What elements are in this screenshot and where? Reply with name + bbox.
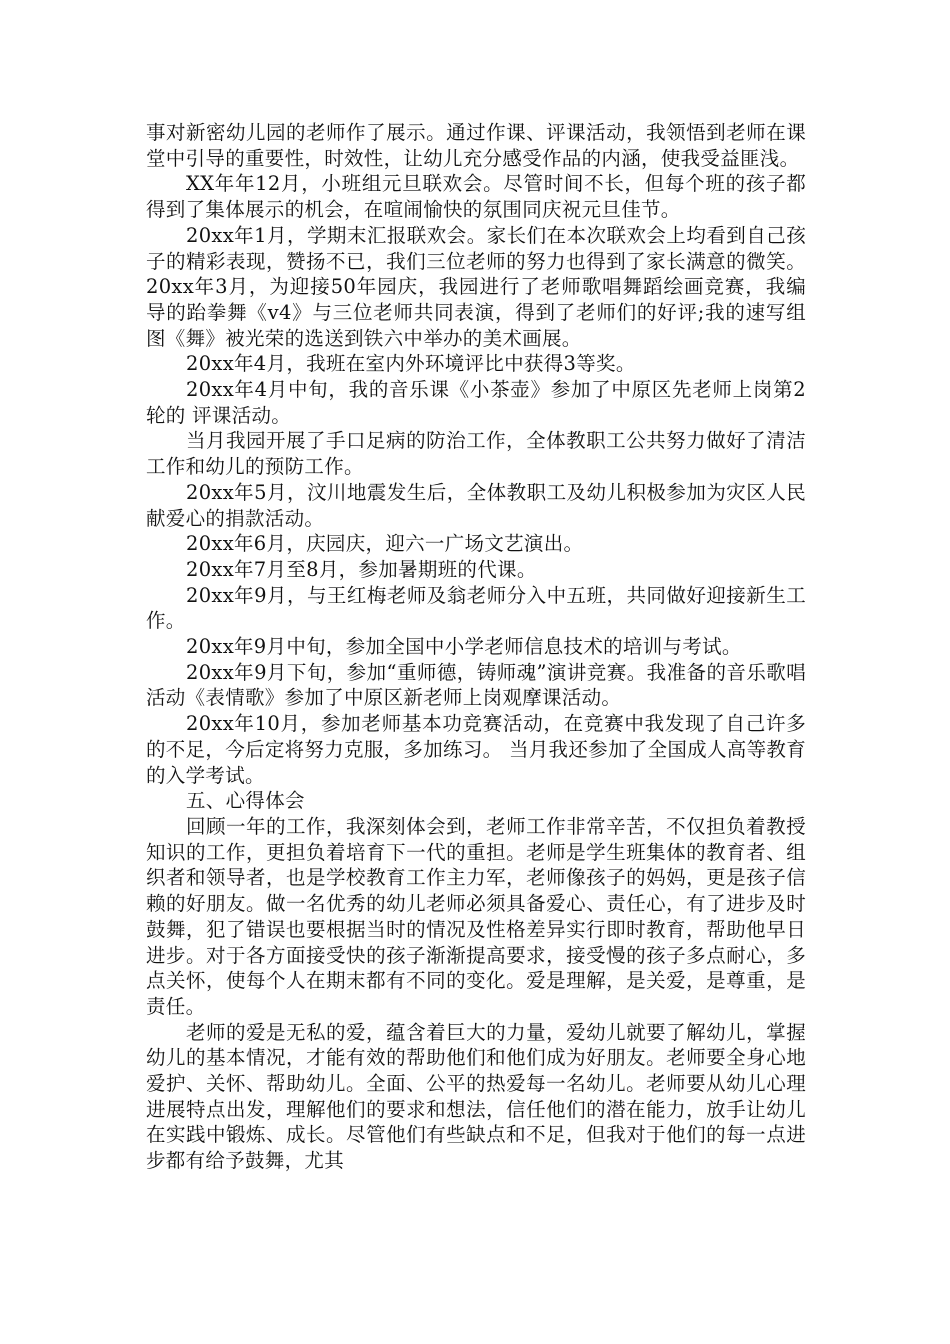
paragraph: 20xx年9月下旬，参加“重师德，铸师魂”演讲竞赛。我准备的音乐歌唱活动《表情歌》参加了中原区新老师上岗观摩课活动。 [146,660,806,710]
section-heading: 五、心得体会 [186,789,305,813]
paragraph: XX年年12月，小班组元旦联欢会。尽管时间不长，但每个班的孩子都得到了集体展示的机会，在喧闹愉快的氛围同庆祝元旦佳节。 [146,172,806,222]
document-page [146,120,806,1174]
paragraph: 20xx年4月，我班在室内外环境评比中获得3等奖。 [186,352,636,376]
paragraph: 20xx年4月中旬，我的音乐课《小茶壶》参加了中原区先老师上岗第2轮的 评课活动。 [146,378,806,427]
paragraph: 20xx年9月中旬，参加全国中小学老师信息技术的培训与考试。 [186,635,742,659]
paragraph: 回顾一年的工作，我深刻体会到，老师工作非常辛苦，不仅担负着教授知识的工作，更担负着培育下一代的重担。老师是学生班集体的教育者、组织者和领导者，也是学校教育工作主力军，老师像孩子的妈妈，更是孩子信赖的好朋友。做一名优秀的幼儿老师必须具备爱心、责任心，有了进步及时鼓舞，犯了错误也要根据当时的情况及性格差异实行即时教育，帮助他早日进步。对于各方面接受快的孩子渐渐提高要求，接受慢的孩子多点耐心，多点关怀，使每个人在期末都有不同的变化。爱是理解，是关爱，是尊重，是责任。 [146,814,806,1018]
paragraph: 老师的爱是无私的爱，蕴含着巨大的力量，爱幼儿就要了解幼儿，掌握幼儿的基本情况，才能有效的帮助他们和他们成为好朋友。老师要全身心地爱护、关怀、帮助幼儿。全面、公平的热爱每一名幼儿。老师要从幼儿心理进展特点出发，理解他们的要求和想法，信任他们的潜在能力，放手让幼儿在实践中锻炼、成长。尽管他们有些缺点和不足，但我对于他们的每一点进步都有给予鼓舞，尤其 [146,1020,806,1173]
paragraph: 事对新密幼儿园的老师作了展示。通过作课、评课活动，我领悟到老师在课堂中引导的重要性，时效性，让幼儿充分感受作品的内涵，使我受益匪浅。 [146,121,806,170]
paragraph: 20xx年7月至8月，参加暑期班的代课。 [186,557,537,581]
paragraph: 20xx年1月，学期末汇报联欢会。家长们在本次联欢会上均看到自己孩子的精彩表现，赞扬不已，我们三位老师的努力也得到了家长满意的微笑。20xx年3月，为迎接50年园庆，我园进行了老师歌唱舞蹈绘画竞赛，我编导的跆拳舞《v4》与三位老师共同表演，得到了老师们的好评;我的速写组图《舞》被光荣的选送到铁六中举办的美术画展。 [146,223,806,350]
paragraph: 当月我园开展了手口足病的防治工作，全体教职工公共努力做好了清洁工作和幼儿的预防工作。 [146,429,806,479]
paragraph: 20xx年5月，汶川地震发生后，全体教职工及幼儿积极参加为灾区人民献爱心的捐款活动。 [146,480,806,530]
paragraph: 20xx年6月，庆园庆，迎六一广场文艺演出。 [186,532,584,556]
paragraph: 20xx年9月，与王红梅老师及翁老师分入中五班，共同做好迎接新生工作。 [146,583,806,633]
paragraph: 20xx年10月，参加老师基本功竞赛活动，在竞赛中我发现了自己许多的不足，今后定将努力克服，多加练习。 当月我还参加了全国成人高等教育的入学考试。 [146,712,806,787]
